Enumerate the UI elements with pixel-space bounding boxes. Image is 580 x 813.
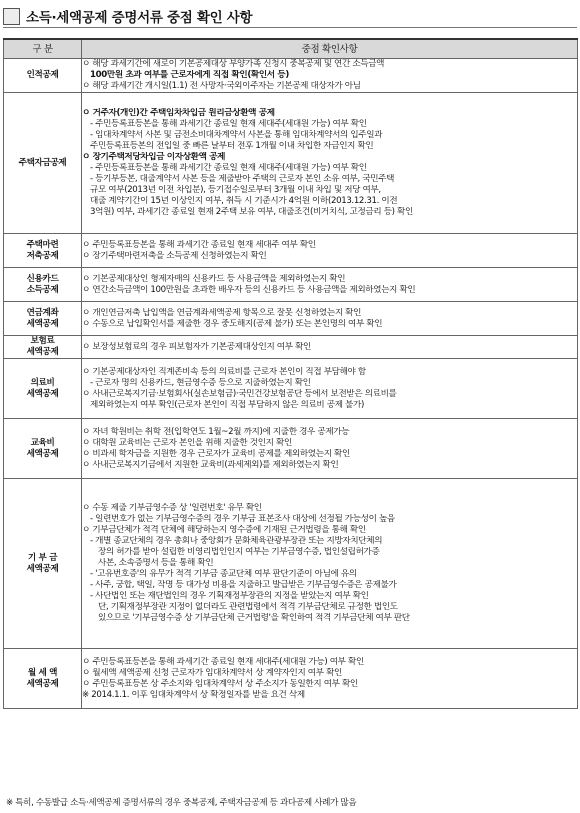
checkpoint-line: - 사단법인 또는 재단법인의 경우 기획재정부장관의 지정을 받았는지 여부 확인	[90, 591, 369, 601]
checkpoint-line: - 주민등록표등본을 통해 과세기간 종료일 현재 세대주(세대원 가능) 여부 확인	[90, 119, 367, 129]
checkpoint-line: ㅇ 기본공제대상인 형제자매의 신용카드 등 사용금액을 제외하였는지 확인	[82, 273, 346, 284]
row-category: 의료비 세액공제	[4, 359, 82, 419]
title-underline	[3, 27, 577, 28]
title-marker-box	[3, 8, 20, 25]
row-category: 보험료 세액공제	[4, 336, 82, 359]
table-body	[4, 59, 578, 709]
table-row	[4, 649, 578, 709]
page-title: 소득·세액공제 증명서류 중점 확인 사항	[26, 10, 253, 26]
checkpoint-line: ㅇ 거주자(개인)간 주택임차차입금 원리금상환액 공제	[82, 108, 275, 118]
row-category: 기 부 금 세액공제	[4, 479, 82, 649]
row-checkpoints	[82, 268, 578, 302]
row-checkpoints	[82, 649, 578, 709]
title-bar	[3, 4, 577, 28]
row-checkpoints	[82, 234, 578, 268]
table-header-row	[4, 39, 578, 59]
checklist-table	[3, 38, 578, 709]
row-category: 교육비 세액공제	[4, 419, 82, 479]
checkpoint-line: - '고유번호증'의 유무가 적격 기부금 종교단체 여부 판단기준이 아님에 유의	[90, 569, 357, 579]
table-row	[4, 302, 578, 336]
footnote: ※ 특히, 수동발급 소득·세액공제 증명서류의 경우 중복공제, 주택자금공제 등 과다공제 사례가 많음	[6, 798, 357, 808]
checkpoint-line: - 사주, 궁합, 택일, 작명 등 대가성 비용을 지출하고 발급받은 기부금영수증은 공제불가	[90, 580, 397, 590]
checkpoint-line: ※ 2014.1.1. 이후 임대차계약서 상 확정일자를 받을 요건 삭제	[82, 689, 305, 700]
checkpoint-line: ㅇ 주민등록표등본 상 주소지와 임대차계약서 상 주소지가 동일한지 여부 확인	[82, 678, 358, 689]
row-checkpoints	[82, 419, 578, 479]
row-checkpoints	[82, 479, 578, 649]
checkpoint-line: 장의 허가를 받아 설립한 비영리법인인지 여부는 기부금영수증, 법인설립허가증	[98, 547, 380, 557]
row-category: 주택자금공제	[4, 93, 82, 234]
checkpoint-line: 3억원) 여부, 과세기간 종료일 현재 2주택 보유 여부, 대출조건(비거치식, 고정금리 등) 확인	[90, 207, 413, 217]
checkpoint-line: ㅇ 수동 제출 기부금영수증 상 '일련번호' 유무 확인	[82, 503, 262, 513]
table-row	[4, 419, 578, 479]
checkpoint-line: ㅇ 기본공제대상자인 직계존비속 등의 의료비를 근로자 본인이 직접 부담해야 함	[82, 366, 366, 377]
checkpoint-line: 단, 기획재정부장관 지정이 없더라도 관련법령에서 적격 기부금단체로 규정한 법인도	[98, 602, 398, 612]
checkpoint-line: - 개별 종교단체의 경우 총회나 중앙회가 문화체육관광부장관 또는 지방자치단체의	[90, 536, 383, 546]
table-row	[4, 234, 578, 268]
checkpoint-line: 있으므로 '기부금영수증 상 기부금단체 근거법령'을 확인하여 적격 기부금단체 여부 판단	[98, 613, 410, 623]
checkpoint-line: ㅇ 개인연금저축 납입액을 연금계좌세액공제 항목으로 잘못 신청하였는지 확인	[82, 307, 362, 318]
header-category: 구 분	[4, 39, 82, 59]
row-checkpoints	[82, 302, 578, 336]
row-checkpoints	[82, 93, 578, 234]
checkpoint-line: ㅇ 보장성보험료의 경우 피보험자가 기본공제대상인지 여부 확인	[82, 341, 311, 352]
checkpoint-line: ㅇ 자녀 학원비는 취학 전(입학연도 1월~2월 까지)에 지출한 경우 공제가능	[82, 426, 350, 437]
checkpoint-line: - 주민등록표등본을 통해 과세기간 종료일 현재 세대주(세대원 가능) 여부 확인	[90, 163, 367, 173]
checkpoint-line: ㅇ 연간소득금액이 100만원을 초과한 배우자 등의 신용카드 등 사용금액을 제외하였는지 확인	[82, 284, 416, 295]
table-row	[4, 59, 578, 93]
checkpoint-line: ㅇ 대학원 교육비는 근로자 본인을 위해 지출한 것인지 확인	[82, 437, 292, 448]
checkpoint-line: ㅇ 주민등록표등본을 통해 과세기간 종료일 현재 세대주(세대원 가능) 여부 확인	[82, 656, 364, 667]
checkpoint-line: 사본, 소속증명서 등을 통해 확인	[98, 558, 214, 568]
checkpoint-line: ㅇ 월세액 세액공제 신청 근로자가 임대차계약서 상 계약자인지 여부 확인	[82, 667, 342, 678]
checkpoint-line: 규모 여부(2013년 이전 차입분), 등기접수일로부터 3개월 이내 차입 및 저당 여부,	[90, 185, 381, 195]
checkpoint-line: ㅇ 사내근로복지기금에서 지원한 교육비(과세제외)를 제외하였는지 확인	[82, 459, 339, 470]
checkpoint-line: ㅇ 해당 과세기간에 새로이 기본공제대상 부양가족 신청시 중복공제 및 연간 소득금액	[82, 59, 385, 69]
row-checkpoints	[82, 59, 578, 93]
row-checkpoints	[82, 359, 578, 419]
checkpoint-line: ㅇ 수동으로 납입확인서를 제출한 경우 중도해지(공제 불가) 또는 본인명의 여부 확인	[82, 318, 383, 329]
checkpoint-line: 100만원 초과 여부를 근로자에게 직접 확인(확인서 등)	[90, 70, 289, 80]
table-row	[4, 479, 578, 649]
table-row	[4, 93, 578, 234]
row-category: 월 세 액 세액공제	[4, 649, 82, 709]
row-category: 주택마련 저축공제	[4, 234, 82, 268]
checkpoint-line: ㅇ 기부금단체가 적격 단체에 해당하는지 영수증에 기재된 근거법령을 통해 확인	[82, 525, 366, 535]
checkpoint-line: ㅇ 장기주택저당차입금 이자상환액 공제	[82, 152, 226, 162]
table-row	[4, 268, 578, 302]
checkpoint-line: - 근로자 명의 신용카드, 현금영수증 등으로 지출하였는지 확인	[90, 377, 311, 388]
header-checkpoints: 중점 확인사항	[82, 39, 578, 59]
table-row	[4, 359, 578, 419]
checkpoint-line: 제외하였는지 여부 확인(근로자 본인이 직접 부담하지 않은 의료비 공제 불가)	[90, 399, 364, 410]
checkpoint-line: ㅇ 장기주택마련저축을 소득공제 신청하였는지 확인	[82, 250, 267, 261]
checkpoint-line: - 임대차계약서 사본 및 금전소비대차계약서 사본을 통해 임대차계약서의 입주일과	[90, 130, 383, 140]
checkpoint-line: 대출 계약기간이 15년 이상인지 여부, 취득 시 기준시가 4억원 이하(2013.12.31. 이전	[90, 196, 398, 206]
checkpoint-line: ㅇ 주민등록표등본을 통해 과세기간 종료일 현재 세대주 여부 확인	[82, 239, 316, 250]
table-row	[4, 336, 578, 359]
checkpoint-line: ㅇ 사내근로복지기금·보험회사(실손보험금)·국민건강보험공단 등에서 보전받은 의료비를	[82, 388, 397, 399]
checkpoint-line: - 일련번호가 없는 기부금영수증의 경우 기부금 표본조사 대상에 선정될 가능성이 높음	[90, 514, 395, 524]
row-category: 연금계좌 세액공제	[4, 302, 82, 336]
row-checkpoints	[82, 336, 578, 359]
row-category: 인적공제	[4, 59, 82, 93]
checkpoint-line: ㅇ 해당 과세기간 개시일(1.1) 전 사망자·국외이주자는 기본공제 대상자가 아님	[82, 81, 361, 91]
row-category: 신용카드 소득공제	[4, 268, 82, 302]
checkpoint-line: ㅇ 비과세 학자금을 지원한 경우 근로자가 교육비 공제를 제외하였는지 확인	[82, 448, 350, 459]
checkpoint-line: 주민등록표등본의 전입일 중 빠른 날부터 전후 1개월 이내 차입한 자금인지 확인	[90, 141, 374, 151]
checkpoint-line: - 등기부등본, 대출계약서 사본 등을 제출받아 주택의 근로자 본인 소유 여부, 국민주택	[90, 174, 395, 184]
